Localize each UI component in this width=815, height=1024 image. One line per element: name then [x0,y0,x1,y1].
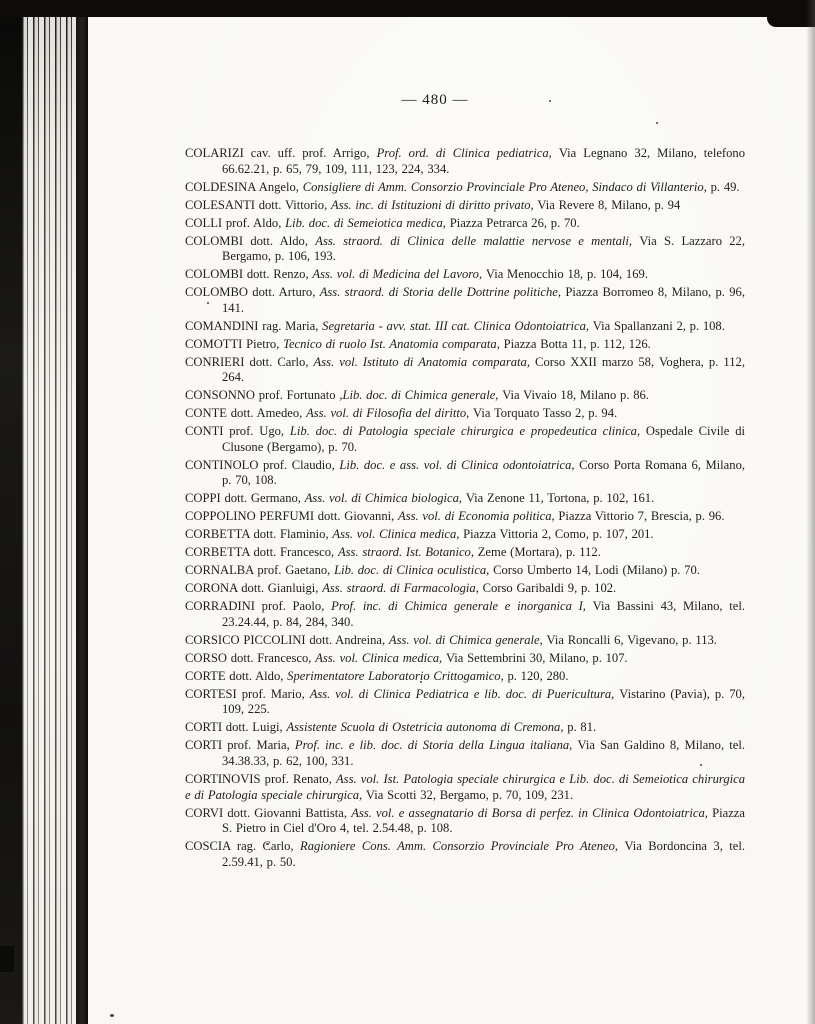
entry-text: Via Zenone 11, Tortona, p. 102, 161. [465,491,655,506]
entry-text: Via Settembrini 30, Milano, p. 107. [445,650,628,665]
directory-entry [185,458,745,489]
entry-text: p. 120, 280. [507,668,569,683]
entry-text: CORRADINI prof. Paolo, [185,599,332,614]
entry-text: p. 49. [710,179,740,194]
entry-role-italic: Sperimentatore Laboratorio Crittogamico, [287,668,508,683]
entry-text: Piazza S. Pietro in Ciel d'Oro 4, tel. 2.54.48, p. 108. [222,805,745,836]
scan-ink-blot [0,946,14,972]
entry-text: Via Spallanzani 2, p. 108. [592,318,725,333]
entry-text: COMOTTI Pietro, [185,336,284,351]
entry-text: CONSONNO prof. Fortunato , [185,388,343,403]
entry-text: COMANDINI rag. Maria, [185,318,323,333]
entry-text: COLOMBO dott. Arturo, [185,285,320,300]
entry-role-italic: Ass. vol. e assegnatario di Borsa di perfez. in Clinica Odontoiatrica, [351,805,713,820]
entry-role-italic: Lib. doc. di Clinica oculistica, [334,563,494,578]
entry-text: CONTE dott. Amedeo, [185,406,307,421]
entry-role-italic: Assistente Scuola di Ostetricia autonoma di Cremona, [286,720,568,735]
entry-text: Via Scotti 32, Bergamo, p. 70, 109, 231. [365,787,574,802]
entry-text: CONRIERI dott. Carlo, [185,354,314,369]
directory-entry [185,738,745,769]
entry-text: Ospedale Civile di Clusone (Bergamo), p. 70. [222,424,745,454]
entry-text: CORSICO PICCOLINI dott. Andreina, [185,632,389,647]
entry-text: Via Menocchio 18, p. 104, 169. [485,267,648,282]
directory-entry [185,599,745,630]
directory-entry [185,545,745,561]
entry-role-italic: Ass. inc. di Istituzioni di diritto privato, [331,197,538,212]
entry-text: CORONA dott. Gianluigi, [185,581,323,596]
directory-entries [185,146,745,873]
directory-entry [185,180,745,196]
entry-text: Via Vivaio 18, Milano p. 86. [502,388,649,403]
entry-text: COSCIA rag. Carlo, [185,839,301,854]
entry-text: COPPI dott. Germano, [185,491,305,506]
entry-role-italic: Ass. vol. di Clinica Pediatrica e lib. doc. di Puericultura, [309,686,620,701]
entry-role-italic: Consigliere di Amm. Consorzio Provinciale Pro Ateneo, Sindaco di Villanterio, [302,179,711,194]
entry-text: Via Torquato Tasso 2, p. 94. [473,406,618,421]
entry-role-italic: Ass. vol. Istituto di Anatomia comparata, [313,354,536,369]
entry-text: Corso Garibaldi 9, p. 102. [482,581,617,596]
entry-role-italic: Ass. straord. di Storia delle Dottrine politiche, [319,285,566,300]
directory-entry [185,772,745,803]
entry-text: CORBETTA dott. Flaminio, [185,527,333,542]
directory-entry [185,319,745,335]
entry-text: CORTINOVIS prof. Renato, [185,771,336,786]
entry-text: Piazza Borromeo 8, Milano, p. 96, 141. [222,285,745,315]
entry-text: Corso Umberto 14, Lodi (Milano) p. 70. [493,563,700,578]
entry-role-italic: Ass. vol. Clinica medica, [332,527,464,542]
entry-text: CORTI dott. Luigi, [185,720,287,735]
entry-text: CORTE dott. Aldo, [185,668,288,683]
entry-text: Via San Galdino 8, Milano, tel. 34.38.33, p. 62, 100, 331. [222,738,746,768]
entry-role-italic: Ass. vol. di Medicina del Lavoro, [312,267,486,282]
entry-text: Via Revere 8, Milano, p. 94 [537,197,681,212]
directory-entry [185,216,745,232]
entry-text: COLOMBI dott. Aldo, [185,233,316,248]
directory-entry [185,527,745,543]
entry-role-italic: Ass. straord. di Clinica delle malattie nervose e mentali, [315,233,640,248]
scan-speck [110,1014,114,1017]
directory-entry [185,355,745,386]
entry-text: Piazza Botta 11, p. 112, 126. [503,336,651,351]
entry-text: CONTI prof. Ugo, [185,424,290,439]
entry-text: Corso XXII marzo 58, Voghera, p. 112, 264. [222,354,745,385]
directory-entry [185,581,745,597]
entry-text: Via Legnano 32, Milano, telefono 66.62.21, p. 65, 79, 109, 111, 123, 224, 334. [222,146,746,176]
directory-entry [185,234,745,265]
directory-entry [185,839,745,870]
entry-role-italic: Ass. vol. Ist. Patologia speciale chirurgica e Lib. doc. di Semeiotica chirurgica e di Patologia speciale chirurgica, [185,771,746,802]
directory-entry [185,198,745,214]
entry-role-italic: Ass. vol. di Chimica generale, [388,632,547,647]
entry-text: CORTESI prof. Mario, [185,686,310,701]
entry-text: CORVI dott. Giovanni Battista, [185,805,352,820]
directory-entry [185,285,745,316]
directory-entry [185,406,745,422]
entry-role-italic: Prof. inc. di Chimica generale e inorganica I, [331,599,593,614]
entry-text: CORNALBA prof. Gaetano, [185,563,335,578]
entry-text: Zeme (Mortara), p. 112. [477,545,601,560]
directory-entry [185,267,745,283]
entry-text: Via Bordoncina 3, tel. 2.59.41, p. 50. [222,839,745,869]
directory-entry [185,424,745,455]
directory-entry [185,563,745,579]
directory-entry [185,651,745,667]
entry-role-italic: Lib. doc. di Chimica generale, [342,388,503,403]
entry-text: Via Bassini 43, Milano, tel. 23.24.44, p. 84, 284, 340. [222,599,746,629]
entry-role-italic: Segretaria - avv. stat. III cat. Clinica Odontoiatrica, [322,318,593,333]
entry-text: Piazza Vittorio 7, Brescia, p. 96. [558,509,725,524]
page-number: — 480 — [401,92,469,108]
directory-entry [185,337,745,353]
entry-role-italic: Prof. inc. e lib. doc. di Storia della Lingua italiana, [294,738,578,753]
entry-text: CORSO dott. Francesco, [185,650,316,665]
entry-role-italic: Ass. vol. di Chimica biologica, [304,491,466,506]
entry-role-italic: Lib. doc. e ass. vol. di Clinica odontoiatrica, [339,457,580,472]
entry-text: p. 81. [567,720,597,735]
entry-role-italic: Tecnico di ruolo Ist. Anatomia comparata, [283,336,504,351]
scan-speck [656,122,658,124]
directory-entry [185,669,745,685]
directory-entry [185,687,745,718]
entry-text: Via S. Lazzaro 22, Bergamo, p. 106, 193. [222,233,745,264]
entry-text: Via Roncalli 6, Vigevano, p. 113. [546,632,717,647]
directory-entry [185,720,745,736]
entry-text: Corso Porta Romana 6, Milano, p. 70, 108. [222,457,746,488]
entry-text: Vistarino (Pavia), p. 70, 109, 225. [222,686,745,717]
book-binding-edge [0,0,22,1024]
entry-role-italic: Prof. ord. di Clinica pediatrica, [376,146,559,160]
entry-text: COLOMBI dott. Renzo, [185,267,313,282]
entry-role-italic: Ass. straord. di Farmacologia, [322,581,483,596]
entry-text: COLESANTI dott. Vittorio, [185,197,331,212]
entry-role-italic: Ass. vol. Clinica medica, [315,650,446,665]
entry-text: COPPOLINO PERFUMI dott. Giovanni, [185,509,399,524]
entry-role-italic: Ass. vol. di Economia politica, [398,509,559,524]
entry-text: Piazza Petrarca 26, p. 70. [449,215,580,230]
entry-role-italic: Ass. vol. di Filosofia del diritto, [306,406,474,421]
scan-edge-right [806,0,815,1024]
directory-entry [185,509,745,525]
scan-edge-top [0,0,815,17]
entry-role-italic: Ragioniere Cons. Amm. Consorzio Provinciale Pro Ateneo, [300,839,625,854]
entry-text: COLLI prof. Aldo, [185,215,286,230]
directory-entry [185,806,745,837]
entry-role-italic: Ass. straord. Ist. Botanico, [337,545,478,560]
entry-text: CORTI prof. Maria, [185,738,295,753]
entry-text: CONTINOLO prof. Claudio, [185,457,340,472]
page-gutter-line [76,0,88,1024]
directory-entry [185,491,745,507]
directory-entry [185,146,745,177]
entry-text: COLARIZI cav. uff. prof. Arrigo, [185,146,377,160]
entry-role-italic: Lib. doc. di Semeiotica medica, [285,215,450,230]
entry-text: CORBETTA dott. Francesco, [185,545,338,560]
entry-text: Piazza Vittoria 2, Como, p. 107, 201. [463,527,654,542]
entry-role-italic: Lib. doc. di Patologia speciale chirurgica e propedeutica clinica, [289,424,646,439]
directory-entry [185,633,745,649]
entry-text: COLDESINA Angelo, [185,179,303,194]
directory-entry [185,388,745,404]
binding-texture [22,0,76,1024]
